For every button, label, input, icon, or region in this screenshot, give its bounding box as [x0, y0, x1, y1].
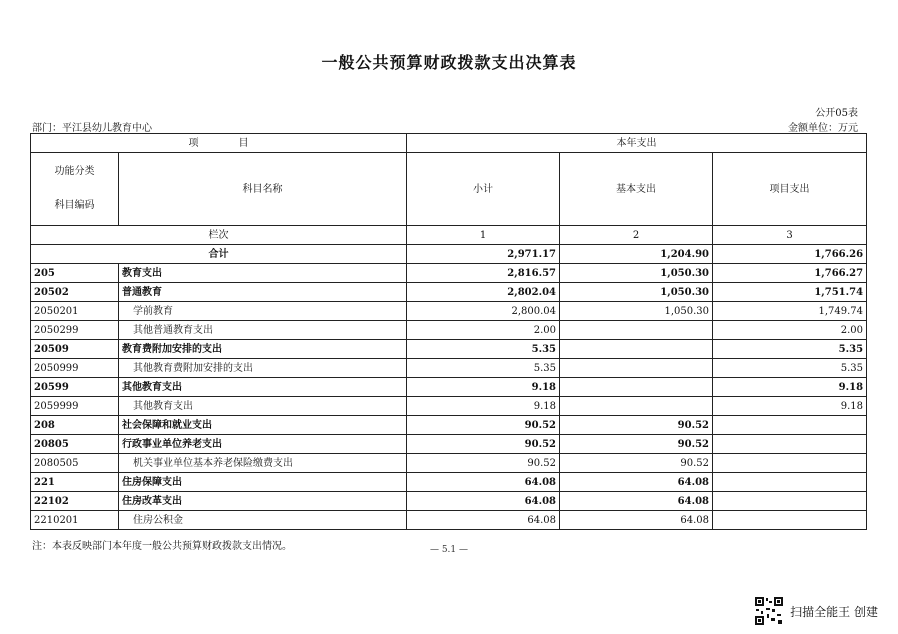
watermark-text: 扫描全能王 创建 — [790, 604, 878, 619]
row-name: 普通教育 — [119, 283, 407, 302]
qr-code-icon — [754, 596, 784, 626]
row-subtotal: 64.08 — [407, 511, 560, 530]
row-code: 2080505 — [31, 454, 119, 473]
row-project: 1,751.74 — [713, 283, 867, 302]
row-basic: 90.52 — [560, 454, 713, 473]
row-basic: 64.08 — [560, 492, 713, 511]
scanner-watermark — [754, 596, 878, 626]
row-code: 2050999 — [31, 359, 119, 378]
row-project — [713, 492, 867, 511]
row-name: 其他教育支出 — [119, 397, 407, 416]
table-row — [31, 283, 867, 302]
total-row — [31, 245, 867, 264]
row-basic — [560, 340, 713, 359]
row-name: 教育支出 — [119, 264, 407, 283]
table-row — [31, 397, 867, 416]
total-project: 1,766.26 — [713, 245, 867, 264]
page-title: 一般公共预算财政拨款支出决算表 — [321, 53, 577, 72]
row-code: 221 — [31, 473, 119, 492]
row-code: 2210201 — [31, 511, 119, 530]
row-subtotal: 9.18 — [407, 397, 560, 416]
row-project: 1,749.74 — [713, 302, 867, 321]
row-subtotal: 2.00 — [407, 321, 560, 340]
row-subtotal: 9.18 — [407, 378, 560, 397]
row-code: 205 — [31, 264, 119, 283]
table-row — [31, 454, 867, 473]
header-item: 项 目 — [31, 134, 407, 153]
page-number: — 5.1 — — [429, 545, 469, 555]
table-row — [31, 340, 867, 359]
header-func-class: 功能分类 — [54, 166, 95, 177]
header-basic: 基本支出 — [560, 153, 713, 226]
row-name: 机关事业单位基本养老保险缴费支出 — [119, 454, 407, 473]
row-project: 1,766.27 — [713, 264, 867, 283]
form-code: 公开05表 — [815, 108, 858, 119]
total-basic: 1,204.90 — [560, 245, 713, 264]
row-code: 22102 — [31, 492, 119, 511]
row-project — [713, 454, 867, 473]
row-name: 其他教育支出 — [119, 378, 407, 397]
table-row — [31, 492, 867, 511]
table-row — [31, 264, 867, 283]
row-project: 9.18 — [713, 397, 867, 416]
row-basic: 64.08 — [560, 473, 713, 492]
table-row — [31, 416, 867, 435]
row-project: 2.00 — [713, 321, 867, 340]
total-label: 合计 — [31, 245, 407, 264]
row-subtotal: 2,800.04 — [407, 302, 560, 321]
row-basic — [560, 321, 713, 340]
row-project — [713, 435, 867, 454]
row-code: 20502 — [31, 283, 119, 302]
header-subject-code: 科目编码 — [54, 200, 95, 211]
department-label: 部门：平江县幼儿教育中心 — [32, 123, 152, 134]
row-name: 行政事业单位养老支出 — [119, 435, 407, 454]
header-project: 项目支出 — [713, 153, 867, 226]
row-subtotal: 5.35 — [407, 359, 560, 378]
header-subject-name: 科目名称 — [119, 153, 407, 226]
row-code: 2050299 — [31, 321, 119, 340]
row-basic: 1,050.30 — [560, 264, 713, 283]
row-project — [713, 511, 867, 530]
header-row-1 — [31, 134, 867, 153]
row-basic: 1,050.30 — [560, 283, 713, 302]
total-subtotal: 2,971.17 — [407, 245, 560, 264]
column-no-1: 1 — [407, 226, 560, 245]
row-basic — [560, 359, 713, 378]
column-no-2: 2 — [560, 226, 713, 245]
row-name: 住房改革支出 — [119, 492, 407, 511]
table-row — [31, 302, 867, 321]
row-code: 2050201 — [31, 302, 119, 321]
row-name: 住房保障支出 — [119, 473, 407, 492]
unit-label: 金额单位：万元 — [788, 123, 858, 134]
row-basic: 64.08 — [560, 511, 713, 530]
row-project: 9.18 — [713, 378, 867, 397]
row-subtotal: 2,816.57 — [407, 264, 560, 283]
row-subtotal: 90.52 — [407, 435, 560, 454]
column-no-3: 3 — [713, 226, 867, 245]
table-row — [31, 473, 867, 492]
row-basic: 90.52 — [560, 416, 713, 435]
row-project: 5.35 — [713, 359, 867, 378]
table-row — [31, 321, 867, 340]
table-row — [31, 435, 867, 454]
row-basic — [560, 397, 713, 416]
row-basic: 90.52 — [560, 435, 713, 454]
header-row-2 — [31, 153, 867, 226]
table-row — [31, 511, 867, 530]
table-row — [31, 359, 867, 378]
row-project — [713, 473, 867, 492]
header-current-year: 本年支出 — [407, 134, 867, 153]
header-subtotal: 小计 — [407, 153, 560, 226]
row-subtotal: 90.52 — [407, 454, 560, 473]
row-code: 20805 — [31, 435, 119, 454]
row-subtotal: 64.08 — [407, 473, 560, 492]
row-name: 社会保障和就业支出 — [119, 416, 407, 435]
row-subtotal: 2,802.04 — [407, 283, 560, 302]
row-name: 其他普通教育支出 — [119, 321, 407, 340]
header-func-code — [31, 153, 119, 226]
row-code: 20599 — [31, 378, 119, 397]
row-basic: 1,050.30 — [560, 302, 713, 321]
column-no-label: 栏次 — [31, 226, 407, 245]
row-name: 住房公积金 — [119, 511, 407, 530]
row-name: 学前教育 — [119, 302, 407, 321]
table-note: 注：本表反映部门本年度一般公共预算财政拨款支出情况。 — [32, 541, 292, 552]
row-subtotal: 5.35 — [407, 340, 560, 359]
row-basic — [560, 378, 713, 397]
row-code: 208 — [31, 416, 119, 435]
row-subtotal: 64.08 — [407, 492, 560, 511]
row-subtotal: 90.52 — [407, 416, 560, 435]
row-project: 5.35 — [713, 340, 867, 359]
row-project — [713, 416, 867, 435]
table-row — [31, 378, 867, 397]
row-code: 20509 — [31, 340, 119, 359]
column-number-row — [31, 226, 867, 245]
row-code: 2059999 — [31, 397, 119, 416]
row-name: 教育费附加安排的支出 — [119, 340, 407, 359]
expenditure-table — [30, 133, 867, 530]
row-name: 其他教育费附加安排的支出 — [119, 359, 407, 378]
